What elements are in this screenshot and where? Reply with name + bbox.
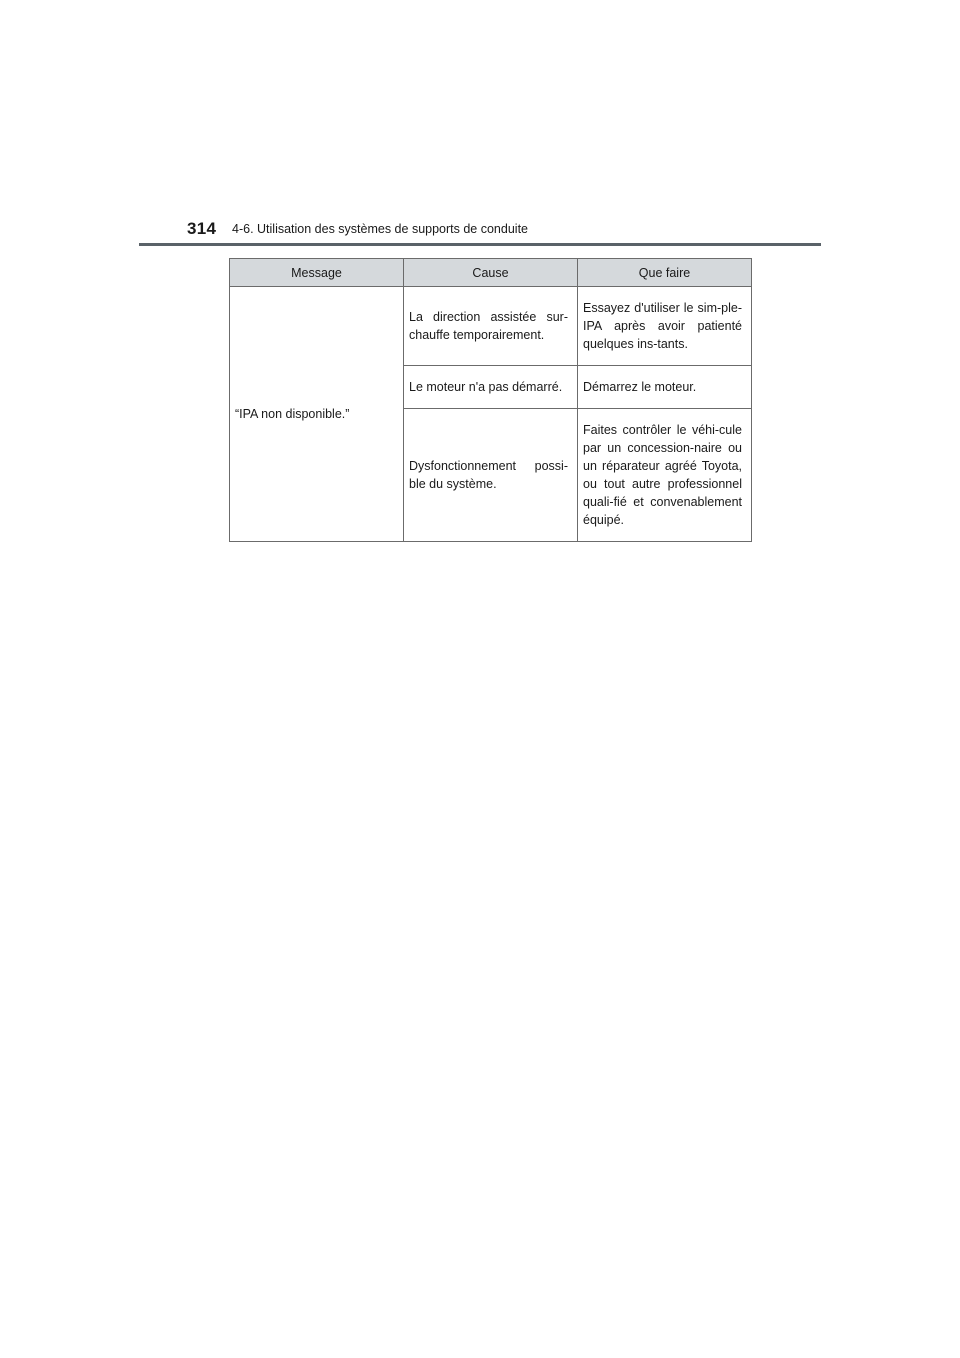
column-header-action: Que faire (578, 259, 752, 287)
header-rule (139, 243, 821, 246)
action-cell: Essayez d'utiliser le sim-ple-IPA après avoir patienté quelques ins-tants. (578, 287, 752, 366)
cause-cell: La direction assistée sur-chauffe temporairement. (404, 287, 578, 366)
table-header-row (230, 259, 752, 287)
cause-cell: Le moteur n'a pas démarré. (404, 366, 578, 409)
cause-cell: Dysfonctionnement possi-ble du système. (404, 409, 578, 542)
section-title: 4-6. Utilisation des systèmes de supports de conduite (232, 222, 528, 236)
action-cell: Démarrez le moteur. (578, 366, 752, 409)
table-row (230, 287, 752, 366)
column-header-cause: Cause (404, 259, 578, 287)
action-cell: Faites contrôler le véhi-cule par un concession-naire ou un réparateur agréé Toyota, ou tout autre professionnel quali-fié et convenablement équipé. (578, 409, 752, 542)
column-header-message: Message (230, 259, 404, 287)
message-table (229, 258, 752, 542)
message-cell: “IPA non disponible.” (230, 287, 404, 542)
page-number: 314 (187, 219, 217, 238)
